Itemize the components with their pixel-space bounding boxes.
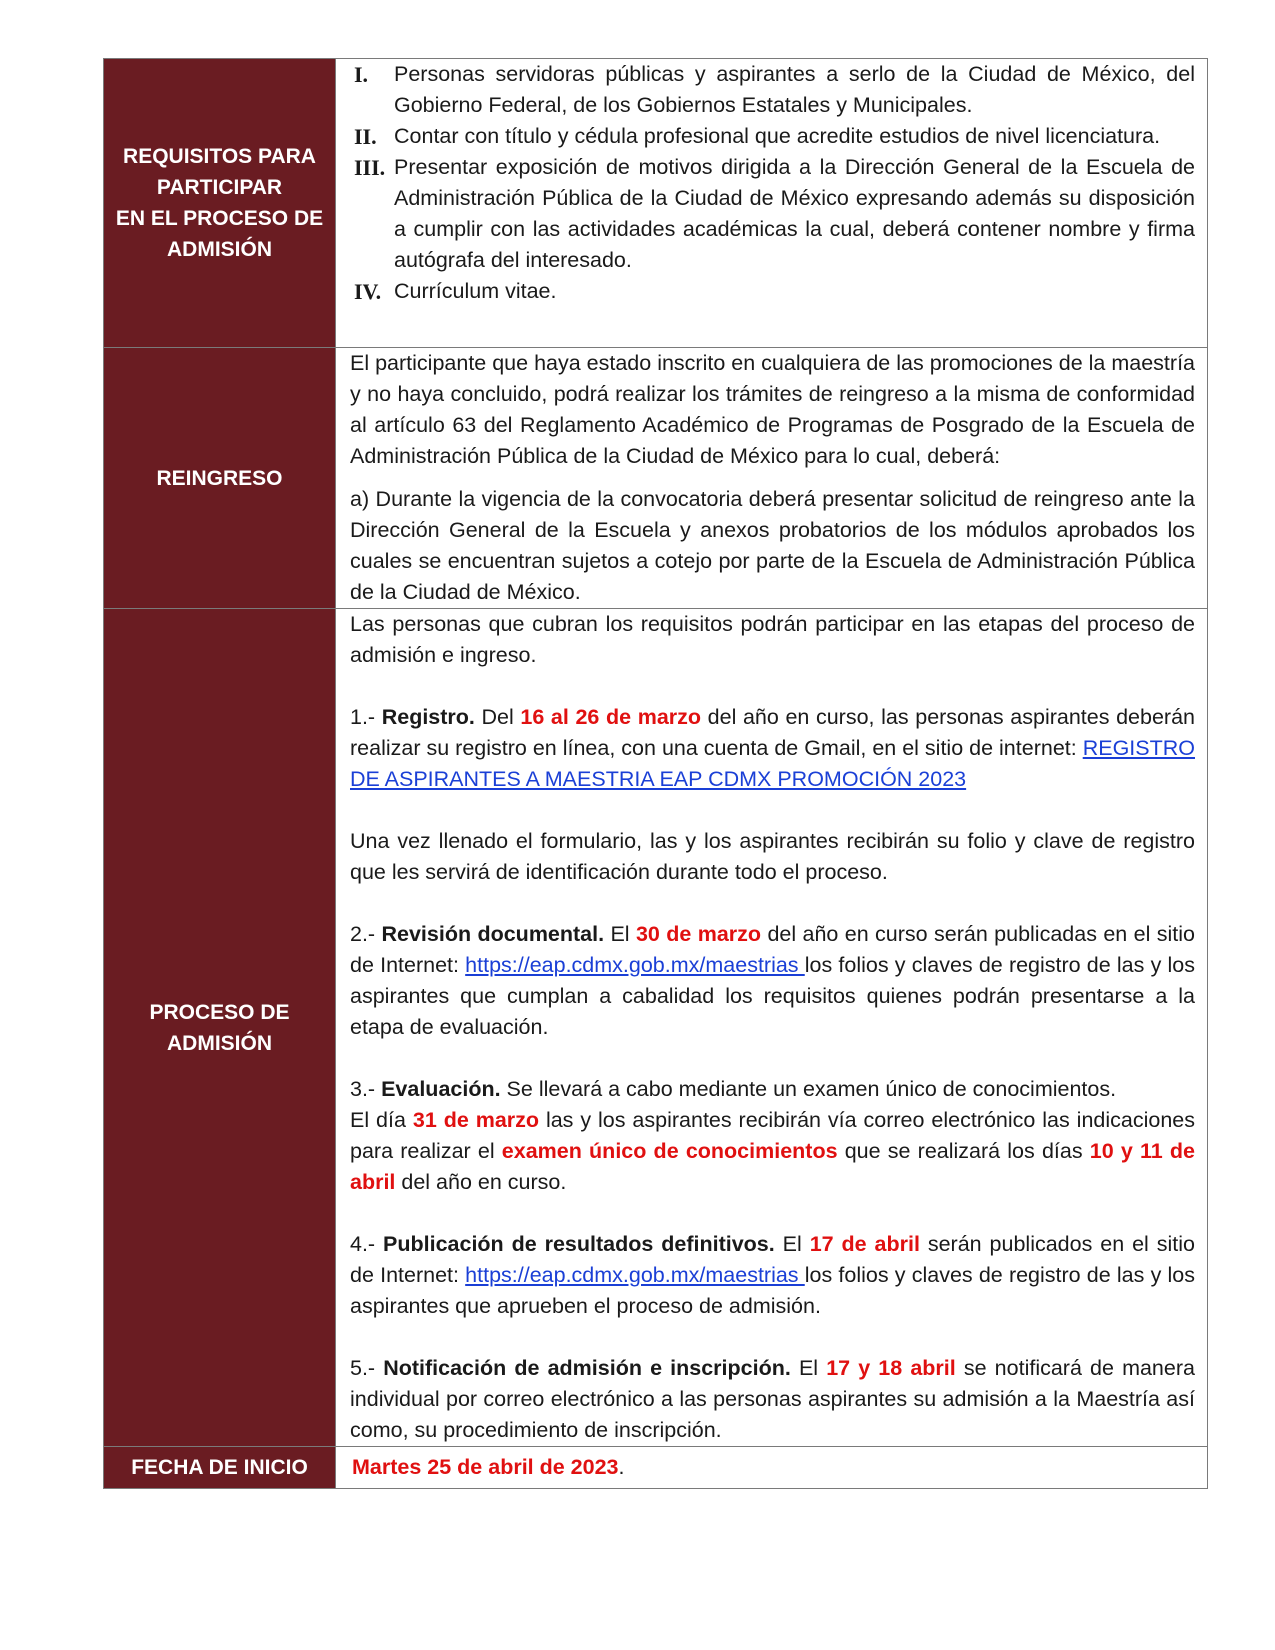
- list-item: I. Personas servidoras públicas y aspirantes a serlo de la Ciudad de México, del Gobierno Federal, de los Gobiernos Estatales y Municipales.: [354, 62, 1195, 117]
- step-registro-note: Una vez llenado el formulario, las y los aspirantes recibirán su folio y clave de registro que les servirá de identificación durante todo el proceso.: [350, 829, 1195, 884]
- label-reingreso: [104, 348, 336, 609]
- list-item: IV. Currículum vitae.: [354, 279, 557, 304]
- reingreso-paragraph: a) Durante la vigencia de la convocatoria deberá presentar solicitud de reingreso ante la Dirección General de la Escuela y anexos probatorios de los módulos aprobados los cuales se encuentran sujetos a cotejo por parte de la Escuela de Administración Pública de la Ciudad de México.: [350, 487, 1195, 604]
- list-item: II. Contar con título y cédula profesional que acredite estudios de nivel licenciatura.: [354, 124, 1161, 149]
- step-resultados: 4.- Publicación de resultados definitivos. El 17 de abril serán publicados en el sitio de Internet: https://eap.cdmx.gob.mx/maestrias los folios y claves de registro de las y los aspirantes que aprueben el proceso de admisión.: [350, 1232, 1195, 1318]
- label-line: REQUISITOS PARA: [123, 145, 316, 168]
- label-line: ADMISIÓN: [167, 1031, 272, 1055]
- row-fecha: [104, 1447, 1208, 1489]
- proceso-intro: Las personas que cubran los requisitos podrán participar en las etapas del proceso de admisión e ingreso.: [350, 612, 1195, 667]
- label-line: REINGRESO: [156, 466, 283, 490]
- label-proceso: [104, 609, 336, 1447]
- label-line: PARTICIPAR: [156, 176, 283, 199]
- label-line: ADMISIÓN: [167, 238, 272, 261]
- label-requisitos: [104, 59, 336, 348]
- start-date: Martes 25 de abril de 2023: [352, 1455, 619, 1479]
- content-proceso: [336, 609, 1208, 1447]
- content-reingreso: [336, 348, 1208, 609]
- admission-table: [103, 58, 1208, 1489]
- label-line: PROCESO DE: [149, 1000, 290, 1024]
- label-line: EN EL PROCESO DE: [115, 207, 324, 230]
- step-registro: 1.- Registro. Del 16 al 26 de marzo del año en curso, las personas aspirantes deberán realizar su registro en línea, con una cuenta de Gmail, en el sitio de internet: REGISTRO DE ASPIRANTES A MAESTRIA EAP CDMX PROMOCIÓN 2023: [350, 705, 1196, 791]
- label-line: FECHA DE INICIO: [131, 1456, 308, 1479]
- requirements-list: [350, 59, 1195, 307]
- content-fecha: Martes 25 de abril de 2023.: [336, 1447, 1208, 1489]
- reingreso-paragraph: El participante que haya estado inscrito en cualquiera de las promociones de la maestría y no haya concluido, podrá realizar los trámites de reingreso a la misma de conformidad al artículo 63 del Reglamento Académico de Programas de Posgrado de la Escuela de Administración Pública de la Ciudad de México para lo cual, deberá:: [350, 351, 1195, 468]
- list-item: III. Presentar exposición de motivos dirigida a la Dirección General de la Escuela de Administración Pública de la Ciudad de México expresando además su disposición a cumplir con las actividades académicas la cual, deberá contener nombre y firma autógrafa del interesado.: [354, 155, 1195, 272]
- maestrias-link[interactable]: https://eap.cdmx.gob.mx/maestrias: [465, 953, 805, 977]
- row-reingreso: [104, 348, 1208, 609]
- row-requisitos: [104, 59, 1208, 348]
- step-notificacion: 5.- Notificación de admisión e inscripción. El 17 y 18 abril se notificará de manera individual por correo electrónico a las personas aspirantes su admisión a la Maestría así como, su procedimiento de inscripción.: [350, 1356, 1195, 1442]
- step-evaluacion: 3.- Evaluación. Se llevará a cabo mediante un examen único de conocimientos. El día 31 de marzo las y los aspirantes recibirán vía correo electrónico las indicaciones para realizar el examen único de conocimientos que se realizará los días 10 y 11 de abril del año en curso.: [350, 1077, 1195, 1194]
- registro-link[interactable]: REGISTRO DE ASPIRANTES A MAESTRIA EAP CDMX PROMOCIÓN 2023: [350, 736, 1195, 791]
- label-fecha: [104, 1447, 336, 1489]
- content-requisitos: [336, 59, 1208, 348]
- step-revision: 2.- Revisión documental. El 30 de marzo del año en curso serán publicadas en el sitio de Internet: https://eap.cdmx.gob.mx/maestrias los folios y claves de registro de las y los aspirantes que cumplan a cabalidad los requisitos quienes podrán presentarse a la etapa de evaluación.: [350, 922, 1195, 1039]
- maestrias-link[interactable]: https://eap.cdmx.gob.mx/maestrias: [465, 1263, 805, 1287]
- row-proceso: [104, 609, 1208, 1447]
